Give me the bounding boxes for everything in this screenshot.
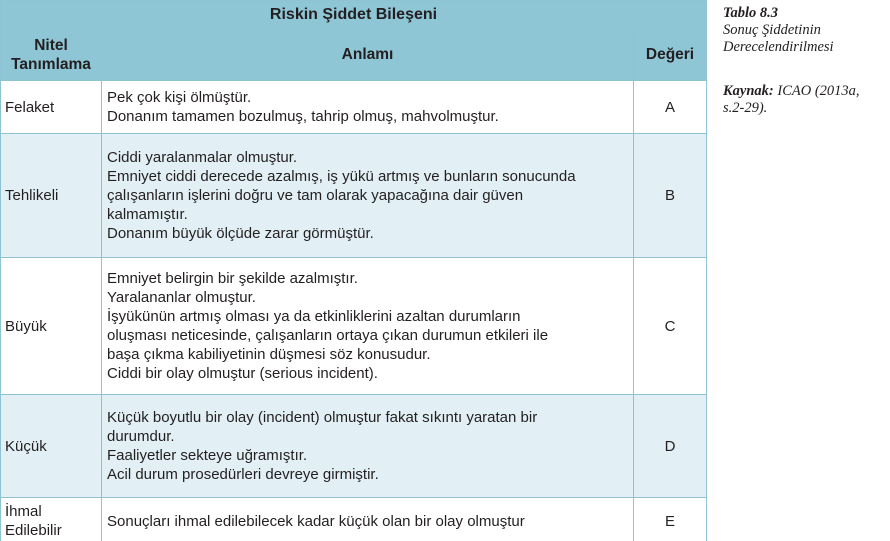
table-row	[1, 81, 707, 134]
row-term	[1, 81, 102, 134]
row-meaning-line: Emniyet belirgin bir şekilde azalmıştır.	[107, 270, 358, 287]
caption-title-line: Sonuç Şiddetinin	[723, 22, 821, 38]
row-meaning-line: başa çıkma kabiliyetinin düşmesi söz konusudur.	[107, 346, 431, 363]
row-meaning-line: oluşması neticesinde, çalışanların ortaya çıkan durumun etkileri ile	[107, 327, 549, 344]
caption-source-line-2: s.2-29).	[723, 100, 768, 116]
row-meaning-line: Küçük boyutlu bir olay (incident) olmuştur fakat sıkıntı yaratan bir	[107, 409, 538, 426]
row-meaning	[102, 134, 634, 258]
column-header-term-line: Nitel	[34, 36, 68, 54]
column-header-value: Değeri	[634, 29, 707, 81]
row-term	[1, 498, 102, 541]
row-meaning-line: kalmamıştır.	[107, 206, 188, 223]
table-super-header: Riskin Şiddet Bileşeni	[1, 1, 707, 29]
row-meaning-line: Yaralananlar olmuştur.	[107, 289, 256, 306]
row-meaning-line: Donanım büyük ölçüde zarar görmüştür.	[107, 225, 374, 242]
row-value: E	[634, 498, 707, 541]
caption-source-line	[723, 83, 888, 100]
row-meaning	[102, 258, 634, 395]
row-meaning-line: Emniyet ciddi derecede azalmış, iş yükü artmış ve bunların sonucunda	[107, 168, 576, 185]
row-meaning-line: Ciddi bir olay olmuştur (serious incident).	[107, 365, 378, 382]
row-meaning-line: Ciddi yaralanmalar olmuştur.	[107, 149, 298, 166]
row-meaning-line: Donanım tamamen bozulmuş, tahrip olmuş, mahvolmuştur.	[107, 108, 499, 125]
row-term-line: Küçük	[5, 437, 47, 455]
table-row	[1, 258, 707, 395]
table-row	[1, 134, 707, 258]
row-value: B	[634, 134, 707, 258]
row-meaning	[102, 395, 634, 498]
row-term-line: Felaket	[5, 98, 55, 116]
table-row	[1, 395, 707, 498]
caption-source-label: Kaynak:	[723, 83, 774, 99]
row-meaning-line: Faaliyetler sekteye uğramıştır.	[107, 447, 308, 464]
column-header-meaning: Anlamı	[102, 29, 634, 81]
row-meaning-line: Pek çok kişi ölmüştür.	[107, 89, 252, 106]
row-term	[1, 258, 102, 395]
row-meaning-line: Acil durum prosedürleri devreye girmiştir.	[107, 466, 379, 483]
column-header-term-line: Tanımlama	[11, 55, 91, 73]
row-value: C	[634, 258, 707, 395]
table-row	[1, 498, 707, 541]
row-meaning	[102, 81, 634, 134]
row-meaning-line: çalışanların işlerini doğru ve tam olarak yapacağına dair güven	[107, 187, 524, 204]
row-term-line: İhmal	[5, 503, 42, 520]
caption-title-line: Derecelendirilmesi	[723, 39, 834, 55]
row-meaning-line: durumdur.	[107, 428, 175, 445]
caption-source	[723, 83, 888, 117]
row-term-line: Büyük	[5, 317, 47, 335]
row-term	[1, 395, 102, 498]
caption-source-text: ICAO (2013a,	[773, 83, 860, 99]
row-term	[1, 134, 102, 258]
row-meaning-line: Sonuçları ihmal edilebilecek kadar küçük olan bir olay olmuştur	[107, 512, 525, 530]
row-value: D	[634, 395, 707, 498]
table-caption	[723, 5, 888, 56]
row-meaning-line: İşyükünün artmış olması ya da etkinliklerini azaltan durumların	[107, 308, 521, 325]
row-term-line: Tehlikeli	[5, 187, 59, 204]
row-meaning	[102, 498, 634, 541]
row-term-line: Edilebilir	[5, 522, 62, 539]
row-value: A	[634, 81, 707, 134]
column-header-term	[1, 29, 102, 81]
caption-number: Tablo 8.3	[723, 5, 779, 21]
